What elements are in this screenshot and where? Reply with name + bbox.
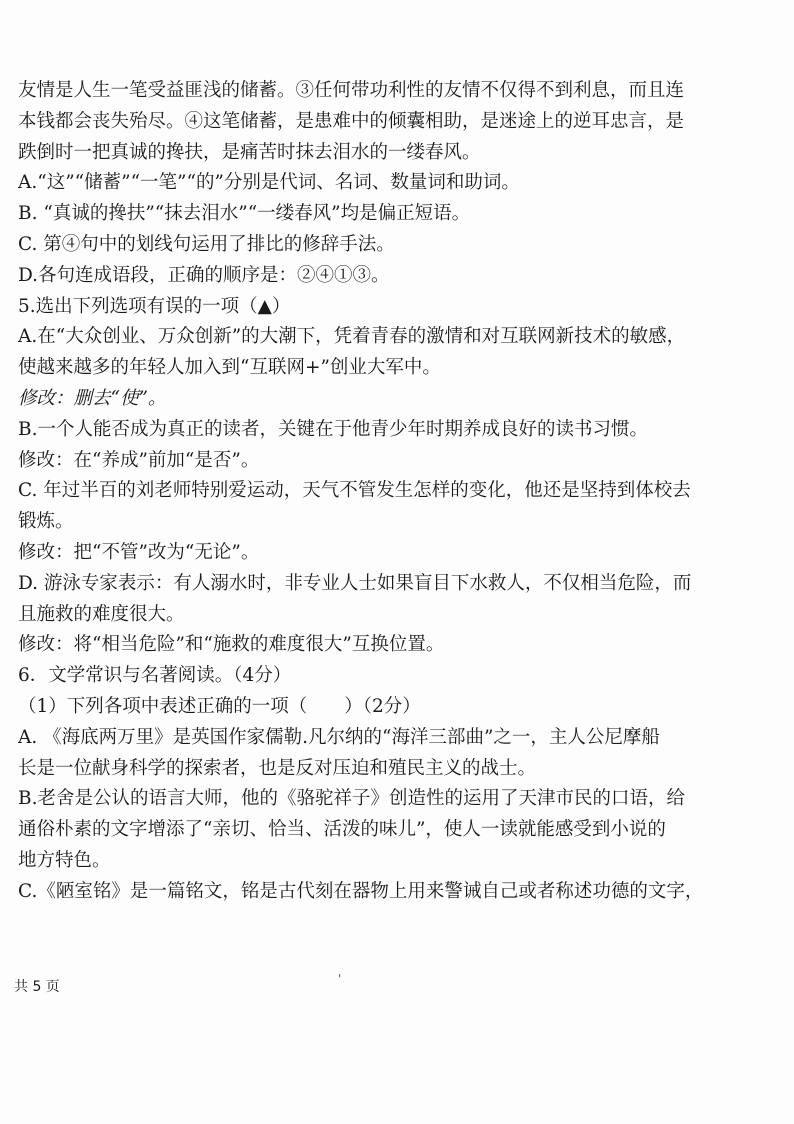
question-6-1-title: （1）下列各项中表述正确的一项（ ）（2分） <box>18 695 421 717</box>
option-d-line: D.各句连成语段，正确的顺序是：②④①③。 <box>18 264 390 286</box>
page-content <box>18 76 778 908</box>
q5-option-d-line-2: 且施救的难度很大。 <box>18 603 185 625</box>
q6-option-b-line-1: B.老舍是公认的语言大师，他的《骆驼祥子》创造性的运用了天津市民的口语，给 <box>18 788 685 810</box>
q5-option-d-fix: 修改：将“相当危险”和“施救的难度很大”互换位置。 <box>18 634 445 656</box>
question-6-title: 6．文学常识与名著阅读。（4分） <box>18 665 292 687</box>
text-line-2: 本钱都会丧失殆尽。④这笔储蓄，是患难中的倾囊相助，是迷途上的逆耳忠言，是 <box>18 110 685 132</box>
q5-option-b-fix: 修改：在“养成”前加“是否”。 <box>18 449 260 471</box>
q6-option-a-line-1: A. 《海底两万里》是英国作家儒勒.凡尔纳的“海洋三部曲”之一，主人公尼摩船 <box>18 726 660 748</box>
option-a-line: A.“这”“储蓄”“一笔”“的”分别是代词、名词、数量词和助词。 <box>18 172 520 194</box>
page-total-footer: 共 5 页 <box>14 979 60 995</box>
q6-option-c-line-1: C.《陋室铭》是一篇铭文，铭是古代刻在器物上用来警诫自己或者称述功德的文字， <box>18 880 704 902</box>
option-b-line: B. “真诚的搀扶”“抹去泪水”“一缕春风”均是偏正短语。 <box>18 203 471 225</box>
question-5-title: 5.选出下列选项有误的一项（▲） <box>18 295 291 317</box>
option-c-line: C. 第④句中的划线句运用了排比的修辞手法。 <box>18 233 395 255</box>
q5-option-a-line-2: 使越来越多的年轻人加入到“互联网+”创业大军中。 <box>18 357 441 379</box>
q6-option-a-line-2: 长是一位献身科学的探索者，也是反对压迫和殖民主义的战士。 <box>18 757 537 779</box>
q6-option-b-line-2: 通俗朴素的文字增添了“亲切、恰当、活泼的味儿”，使人一读就能感受到小说的 <box>18 819 666 841</box>
q6-option-b-line-3: 地方特色。 <box>18 849 111 871</box>
q5-option-b-line: B.一个人能否成为真正的读者，关键在于他青少年时期养成良好的读书习惯。 <box>18 418 648 440</box>
text-line-1: 友情是人生一笔受益匪浅的储蓄。③任何带功利性的友情不仅得不到利息，而且连 <box>18 80 685 101</box>
q5-option-c-fix: 修改：把“不管”改为“无论”。 <box>18 541 260 563</box>
q5-option-c-line-2: 锻炼。 <box>18 511 74 533</box>
q5-option-d-line-1: D. 游泳专家表示：有人溺水时，非专业人士如果盲目下水救人，不仅相当危险，而 <box>18 572 692 594</box>
scan-mark: ' <box>338 972 342 986</box>
q5-option-a-line-1: A.在“大众创业、万众创新”的大潮下，凭着青春的激情和对互联网新技术的敏感， <box>18 326 686 348</box>
q5-option-a-fix: 修改：删去“使”。 <box>18 387 167 409</box>
q5-option-c-line-1: C. 年过半百的刘老师特别爱运动，天气不管发生怎样的变化，他还是坚持到体校去 <box>18 480 691 502</box>
text-line-3: 跌倒时一把真诚的搀扶，是痛苦时抹去泪水的一缕春风。 <box>18 141 481 163</box>
